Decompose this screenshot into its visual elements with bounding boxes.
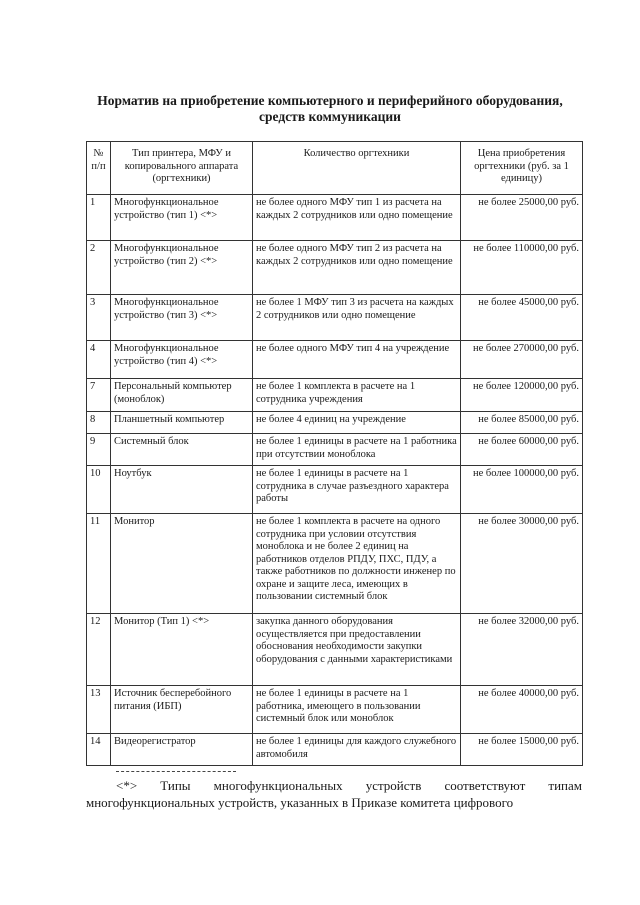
row-qty: не более одного МФУ тип 1 из расчета на каждых 2 сотрудников или одно помещение — [253, 195, 461, 241]
row-price: не более 60000,00 руб. — [461, 434, 583, 466]
row-price: не более 120000,00 руб. — [461, 379, 583, 412]
table-row — [87, 734, 583, 766]
table-row — [87, 514, 583, 614]
row-num: 4 — [87, 341, 111, 379]
header-type: Тип принтера, МФУ и копировального аппарата (оргтехники) — [111, 142, 253, 195]
row-num: 12 — [87, 614, 111, 686]
row-qty: не более 1 единицы в расчете на 1 работника при отсутствии моноблока — [253, 434, 461, 466]
table-row — [87, 412, 583, 434]
row-num: 10 — [87, 466, 111, 514]
row-num: 8 — [87, 412, 111, 434]
row-type: Многофункциональное устройство (тип 1) <*> — [111, 195, 253, 241]
row-price: не более 45000,00 руб. — [461, 295, 583, 341]
table-header-row — [87, 142, 583, 195]
row-price: не более 110000,00 руб. — [461, 241, 583, 295]
row-price: не более 15000,00 руб. — [461, 734, 583, 766]
row-qty: не более одного МФУ тип 4 на учреждение — [253, 341, 461, 379]
row-qty: не более одного МФУ тип 2 из расчета на каждых 2 сотрудников или одно помещение — [253, 241, 461, 295]
table-row — [87, 434, 583, 466]
footnote — [86, 777, 582, 811]
row-qty: не более 1 комплекта в расчете на 1 сотрудника учреждения — [253, 379, 461, 412]
row-type: Видеорегистратор — [111, 734, 253, 766]
row-price: не более 100000,00 руб. — [461, 466, 583, 514]
row-type: Системный блок — [111, 434, 253, 466]
row-type: Планшетный компьютер — [111, 412, 253, 434]
row-qty: не более 1 единицы в расчете на 1 работника, имеющего в пользовании системный блок или моноблок — [253, 686, 461, 734]
row-price: не более 270000,00 руб. — [461, 341, 583, 379]
row-qty: не более 4 единиц на учреждение — [253, 412, 461, 434]
row-qty: закупка данного оборудования осуществляется при предоставлении обоснования необходимости закупки оборудования с данными характеристиками — [253, 614, 461, 686]
row-type: Многофункциональное устройство (тип 2) <*> — [111, 241, 253, 295]
row-type: Ноутбук — [111, 466, 253, 514]
row-qty: не более 1 комплекта в расчете на одного сотрудника при условии отсутствия моноблока и не более 2 единиц на работников отделов РПДУ, ПХС, ПДУ, а также работников по должности инженер по охране и защите леса, имеющих в пользовании системный блок — [253, 514, 461, 614]
header-num: № п/п — [87, 142, 111, 195]
table-row — [87, 614, 583, 686]
row-qty: не более 1 МФУ тип 3 из расчета на каждых 2 сотрудников или одно помещение — [253, 295, 461, 341]
row-num: 1 — [87, 195, 111, 241]
row-qty: не более 1 единицы для каждого служебного автомобиля — [253, 734, 461, 766]
row-price: не более 40000,00 руб. — [461, 686, 583, 734]
table-row — [87, 466, 583, 514]
footnote-text: <*> Типы многофункциональных устройств соответствуют типам многофункциональных устройств, указанных в Приказе комитета цифрового — [86, 778, 582, 810]
row-type: Персональный компьютер (моноблок) — [111, 379, 253, 412]
row-price: не более 25000,00 руб. — [461, 195, 583, 241]
table-row — [87, 341, 583, 379]
row-type: Монитор — [111, 514, 253, 614]
row-num: 9 — [87, 434, 111, 466]
row-num: 11 — [87, 514, 111, 614]
row-qty: не более 1 единицы в расчете на 1 сотрудника в случае разъездного характера работы — [253, 466, 461, 514]
title-line-2: средств коммуникации — [259, 109, 401, 124]
row-num: 2 — [87, 241, 111, 295]
row-num: 3 — [87, 295, 111, 341]
table-row — [87, 379, 583, 412]
table-row — [87, 241, 583, 295]
table-row — [87, 295, 583, 341]
row-num: 14 — [87, 734, 111, 766]
footnote-separator — [116, 771, 236, 772]
norm-table — [86, 141, 583, 766]
table-row — [87, 195, 583, 241]
row-type: Многофункциональное устройство (тип 3) <*> — [111, 295, 253, 341]
row-price: не более 85000,00 руб. — [461, 412, 583, 434]
row-type: Монитор (Тип 1) <*> — [111, 614, 253, 686]
header-qty: Количество оргтехники — [253, 142, 461, 195]
table-row — [87, 686, 583, 734]
row-price: не более 30000,00 руб. — [461, 514, 583, 614]
row-num: 7 — [87, 379, 111, 412]
row-num: 13 — [87, 686, 111, 734]
row-type: Источник бесперебойного питания (ИБП) — [111, 686, 253, 734]
document-title — [80, 93, 580, 125]
row-price: не более 32000,00 руб. — [461, 614, 583, 686]
row-type: Многофункциональное устройство (тип 4) <*> — [111, 341, 253, 379]
title-line-1: Норматив на приобретение компьютерного и периферийного оборудования, — [97, 93, 563, 108]
header-price: Цена приобретения оргтехники (руб. за 1 единицу) — [461, 142, 583, 195]
